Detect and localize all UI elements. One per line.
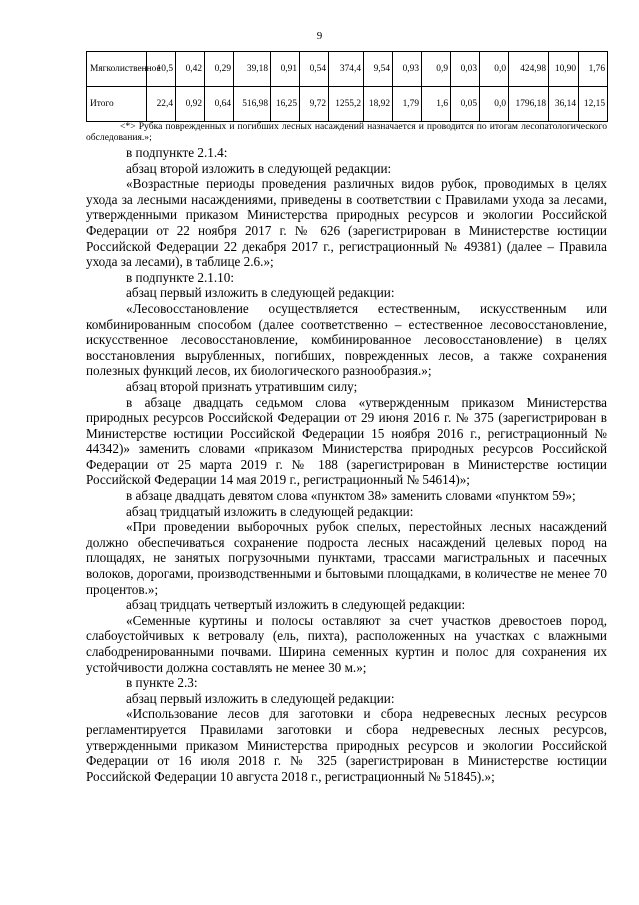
table-cell: 0,91: [271, 52, 300, 87]
table-cell: 1,6: [422, 87, 451, 122]
paragraph: «При проведении выборочных рубок спелых, перестойных лесных насаждений должно обеспечиваться сохранение подроста лесных насаждений целевых пород на площадях, не занятых погрузочными пунктами, трассами магистральных и пасечных волоков, дорогами, производственными и бытовыми площадками, в количестве не менее 70 процентов.»;: [86, 519, 607, 597]
paragraph: в подпункте 2.1.10:: [126, 269, 234, 285]
table-cell: 0,05: [451, 87, 480, 122]
table-cell: 0,42: [176, 52, 205, 87]
table-cell: 1,79: [393, 87, 422, 122]
table-footnote: <*> Рубка поврежденных и погибших лесных насаждений назначается и проводится по итогам лесопатологического обследования.»;: [86, 121, 607, 143]
paragraph: абзац первый изложить в следующей редакции:: [126, 285, 395, 301]
page-number: 9: [316, 30, 323, 42]
table-cell: 0,64: [205, 87, 234, 122]
table-cell: 39,18: [234, 52, 271, 87]
paragraph: «Лесовосстановление осуществляется естественным, искусственным или комбинированным способом (далее соответственно – естественное лесовосстановление, искусственное лесовосстановление, комбинированное лесовосстановление) в целях восстановления вырубленных, погибших, поврежденных лесов, а также сохранения полезных функций лесов, их биологического разнообразия.»;: [86, 300, 607, 379]
table-cell: 12,15: [579, 87, 608, 122]
table-cell: 516,98: [234, 87, 271, 122]
table-cell: 0,92: [176, 87, 205, 122]
document-body: [86, 145, 607, 784]
paragraph: абзац тридцать четвертый изложить в следующей редакции:: [126, 597, 466, 613]
paragraph: в пункте 2.3:: [126, 675, 198, 691]
table-cell: 0,9: [422, 52, 451, 87]
paragraph: абзац первый изложить в следующей редакции:: [126, 690, 395, 706]
row-label: Итого: [87, 87, 147, 122]
table-cell: 1,76: [579, 52, 608, 87]
paragraph: «Семенные куртины и полосы оставляют за счет участков древостоев пород, слабоустойчивых к ветровалу (ель, пихта), расположенных на участках с влажными слабодренированными почвами. Ширина семенных куртин и полос для сохранения их устойчивости должна составлять не менее 30 м.»;: [86, 612, 607, 675]
table-cell: 10,5: [147, 52, 176, 87]
paragraph: «Использование лесов для заготовки и сбора недревесных лесных ресурсов регламентируется Правилами заготовки и сбора недревесных лесных ресурсов, утвержденными приказом Министерства природных ресурсов и экологии Российской Федерации от 16 июля 2018 г. № 325 (зарегистрирован в Министерстве юстиции Российской Федерации 10 августа 2018 г., регистрационный № 51845).»;: [86, 706, 607, 784]
paragraph: абзац второй признать утратившим силу;: [126, 378, 358, 394]
table-cell: 18,92: [364, 87, 393, 122]
table-cell: 16,25: [271, 87, 300, 122]
table-cell: 0,29: [205, 52, 234, 87]
paragraph: «Возрастные периоды проведения различных видов рубок, проводимых в целях ухода за лесными насаждениями, приведены в соответствии с Правилами ухода за лесами, утвержденными приказом Министерства природных ресурсов и экологии Российской Федерации от 22 ноября 2017 г. № 626 (зарегистрирован в Министерстве юстиции Российской Федерации 22 декабря 2017 г., регистрационный № 49381) (далее – Правила ухода за лесами), в таблице 2.6.»;: [86, 176, 607, 270]
paragraph: абзац тридцатый изложить в следующей редакции:: [126, 503, 414, 519]
table-row: [87, 87, 608, 122]
table-cell: 10,90: [549, 52, 579, 87]
table-row: [87, 52, 608, 87]
table-cell: 0,93: [393, 52, 422, 87]
table-cell: 22,4: [147, 87, 176, 122]
table-cell: 1796,18: [509, 87, 549, 122]
table-cell: 0,54: [300, 52, 329, 87]
table-cell: 0,0: [480, 52, 509, 87]
table-cell: 1255,2: [329, 87, 364, 122]
paragraph: в подпункте 2.1.4:: [126, 145, 228, 160]
table-cell: 424,98: [509, 52, 549, 87]
table-cell: 0,03: [451, 52, 480, 87]
table-cell: 374,4: [329, 52, 364, 87]
table-cell: 36,14: [549, 87, 579, 122]
row-label: Мягколиственное: [87, 52, 147, 87]
table-cell: 9,54: [364, 52, 393, 87]
paragraph: в абзаце двадцать девятом слова «пунктом 38» заменить словами «пунктом 59»;: [126, 488, 576, 504]
table-cell: 0,0: [480, 87, 509, 122]
paragraph: абзац второй изложить в следующей редакции:: [126, 160, 392, 176]
data-table: [86, 51, 608, 122]
table-cell: 9,72: [300, 87, 329, 122]
paragraph: в абзаце двадцать седьмом слова «утвержденным приказом Министерства природных ресурсов Российской Федерации от 29 июня 2016 г. № 375 (зарегистрирован в Министерстве юстиции Российской Федерации 15 ноября 2016 г., регистрационный № 44342)» заменить словами «приказом Министерства природных ресурсов Российской Федерации от 25 марта 2019 г. № 188 (зарегистрирован в Министерстве юстиции Российской Федерации 14 мая 2019 г., регистрационный № 54614)»;: [86, 394, 607, 488]
